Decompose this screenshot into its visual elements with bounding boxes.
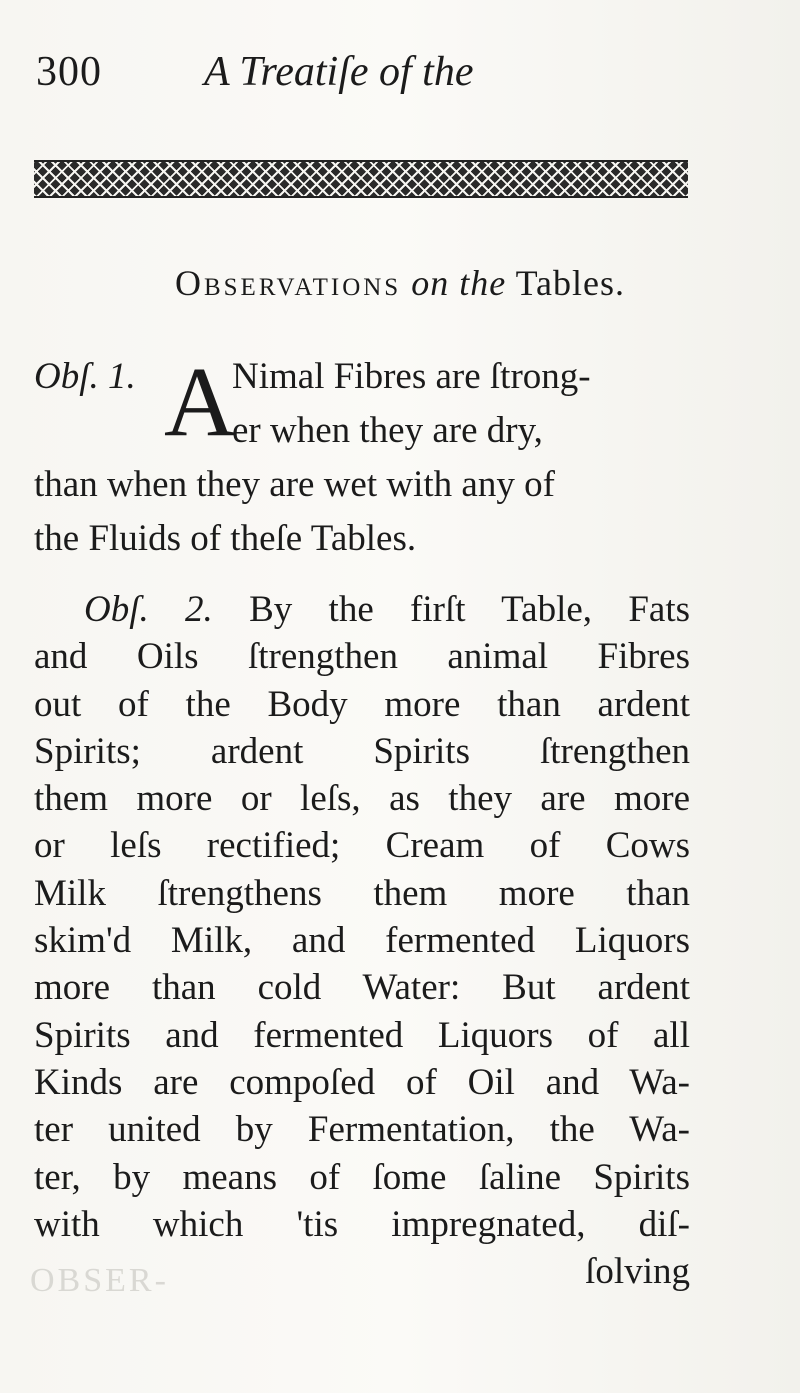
running-head: A Treatiſe of the — [204, 49, 474, 95]
obs2-line: Milk ſtrengthens them more than — [34, 872, 690, 914]
drop-cap: A — [164, 346, 237, 457]
obs1-line: er when they are dry, — [232, 410, 543, 451]
bleed-through-text: OBSER- — [30, 1262, 169, 1299]
obs1-line: than when they are wet with any of — [34, 464, 555, 505]
obs2-line: them more or leſs, as they are more — [34, 778, 690, 820]
obs2-line: or leſs rectified; Cream of Cows — [34, 825, 690, 867]
obs2-label: Obſ. 2. — [84, 589, 213, 630]
page-number: 300 — [36, 49, 102, 95]
obs2-line: Spirits and fermented Liquors of all — [34, 1014, 690, 1056]
page-header — [36, 40, 696, 100]
section-title-roman: Tables. — [515, 263, 626, 303]
section-title — [0, 262, 800, 304]
obs2-last-line: ſolving — [585, 1251, 690, 1293]
observation-1 — [34, 346, 690, 566]
obs1-line — [34, 350, 690, 404]
obs2-line: skim'd Milk, and fermented Liquors — [34, 920, 690, 962]
obs2-first-line-text: By the firſt Table, Fats — [249, 589, 691, 630]
obs1-label: Obſ. 1. — [34, 356, 136, 397]
obs2-line: and Oils ſtrengthen animal Fibres — [34, 636, 690, 678]
obs1-line: the Fluids of theſe Tables. — [34, 518, 417, 559]
section-title-italic: on the — [411, 263, 507, 303]
section-title-smallcaps: Observations — [174, 263, 402, 303]
obs2-line: with which 'tis impregnated, diſ- — [34, 1203, 690, 1245]
obs2-line: ter united by Fermentation, the Wa- — [34, 1109, 690, 1151]
obs2-line: out of the Body more than ardent — [34, 683, 690, 725]
ornament-band-icon — [34, 160, 688, 198]
observation-2 — [34, 586, 690, 1295]
obs2-line: more than cold Water: But ardent — [34, 967, 690, 1009]
obs2-line: ter, by means of ſome ſaline Spirits — [34, 1156, 690, 1198]
obs2-line: Spirits; ardent Spirits ſtrengthen — [34, 730, 690, 772]
obs2-first-line — [34, 586, 690, 633]
obs1-line-text: Nimal Fibres are ſtrong- — [232, 356, 591, 397]
obs2-line: Kinds are compoſed of Oil and Wa- — [34, 1061, 690, 1103]
